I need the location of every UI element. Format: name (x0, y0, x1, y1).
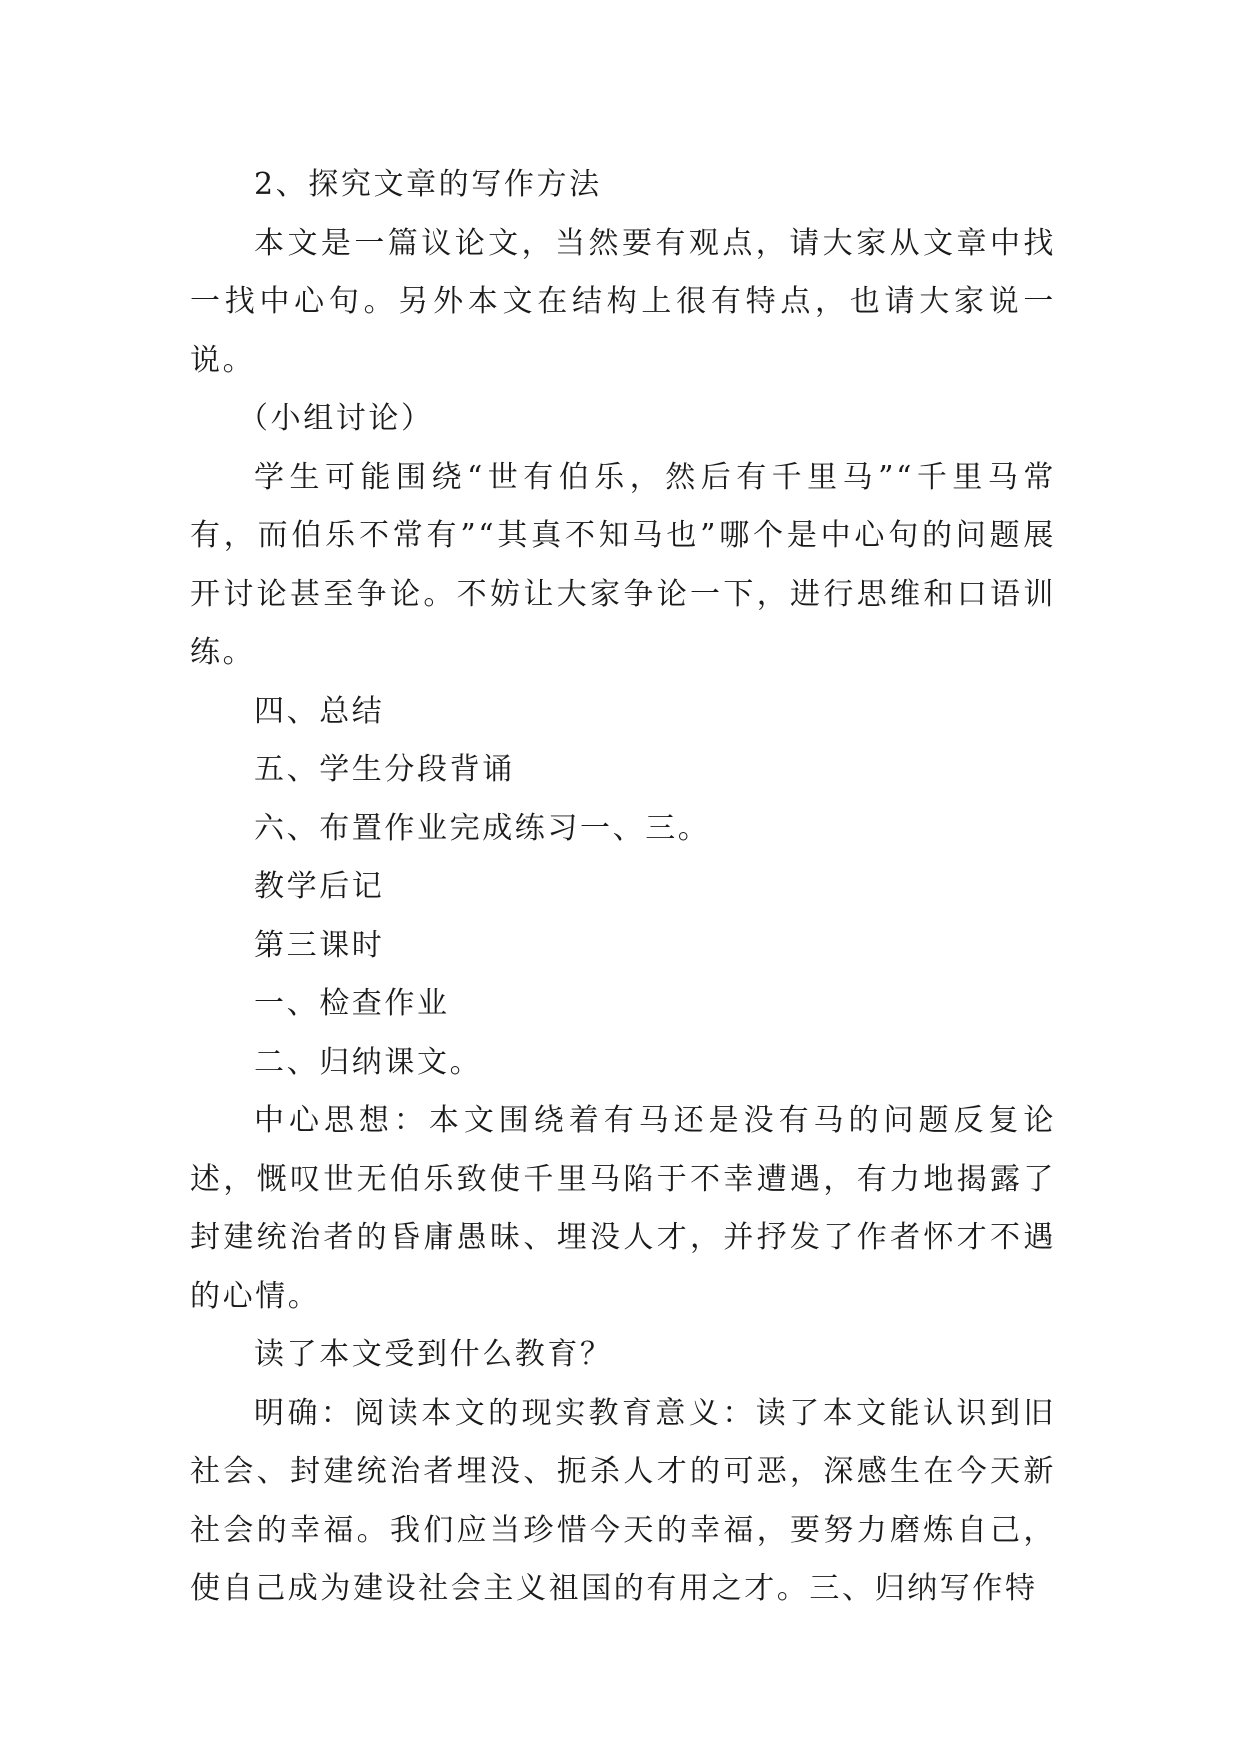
section-heading-homework: 六、布置作业完成练习一、三。 (254, 810, 711, 846)
section-heading-summary: 四、总结 (254, 693, 385, 729)
paragraph-student-debate: 学生可能围绕“世有伯乐，然后有千里马”“千里马常有，而伯乐不常有”“其真不知马也”哪个是中心句的问题展开讨论甚至争论。不妨让大家争论一下，进行思维和口语训练。 (190, 459, 1056, 670)
section-heading-recitation: 五、学生分段背诵 (254, 752, 515, 787)
paragraph-find-central-sentence: 本文是一篇议论文，当然要有观点，请大家从文章中找一找中心句。另外本文在结构上很有特点，也请大家说一说。 (190, 225, 1056, 378)
paragraph-central-idea: 中心思想：本文围绕着有马还是没有马的问题反复论述，慨叹世无伯乐致使千里马陷于不幸遭遇，有力地揭露了封建统治者的昏庸愚昧、埋没人才，并抒发了作者怀才不遇的心情。 (190, 1103, 1056, 1314)
document-body (190, 156, 1056, 1619)
section-heading-summarize-text: 二、归纳课文。 (254, 1044, 483, 1080)
section-heading-writing-method: 2、探究文章的写作方法 (254, 167, 602, 202)
paragraph-group-discussion: （小组讨论） (238, 401, 434, 436)
section-heading-check-homework: 一、检查作业 (254, 986, 450, 1021)
paragraph-question-education: 读了本文受到什么教育？ (254, 1337, 613, 1372)
section-heading-third-lesson: 第三课时 (254, 927, 385, 963)
paragraph-clarification: 明确：阅读本文的现实教育意义：读了本文能认识到旧社会、封建统治者埋没、扼杀人才的可恶，深感生在今天新社会的幸福。我们应当珍惜今天的幸福，要努力磨炼自己，使自己成为建设社会主义祖国的有用之才。三、归纳写作特 (190, 1395, 1056, 1606)
section-heading-teaching-notes: 教学后记 (254, 869, 385, 904)
